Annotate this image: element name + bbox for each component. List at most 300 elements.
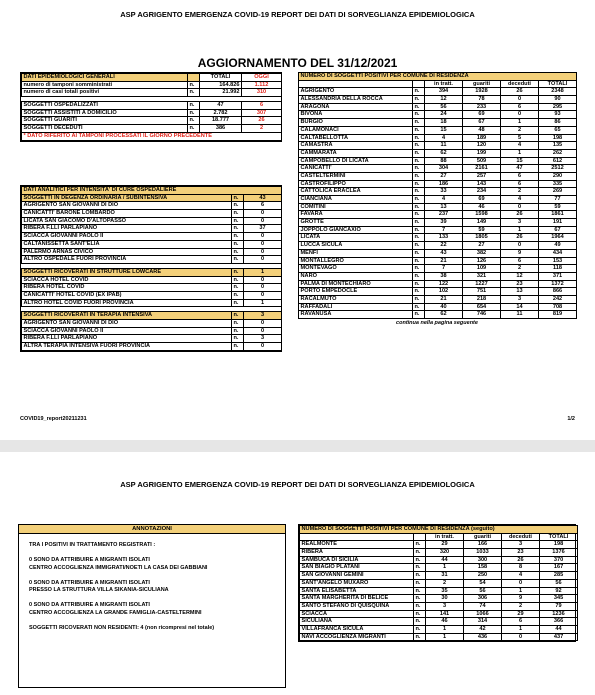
hosp-n: n. [232,343,244,351]
annotation-line: SOGGETTI RICOVERATI NON RESIDENTI: 4 (non ricompresi nel totale) [29,624,215,631]
comune-totali: 612 [539,157,577,165]
comune-deceduti: 4 [501,196,539,204]
comune-name: SANTA MARGHERITA DI BELICE [300,595,414,603]
comune-row [299,149,577,157]
hosp-row [22,284,282,292]
annotations-box [18,524,286,688]
hosp-n: n. [232,320,244,328]
epi-label: SOGGETTI ASSISTITI A DOMICILIO [22,109,188,117]
comuni-title: NUMERO DI SOGGETTI POSITIVI PER COMUNE DI RESIDENZA [299,73,577,81]
hosp-label: CALTANISSETTA SANT'ELIA [22,240,232,248]
comune-deceduti: 1 [501,119,539,127]
comune-guariti: 436 [464,633,502,641]
hosp-row [22,240,282,248]
comune-guariti: 1066 [464,610,502,618]
comune-in-trattamento: 13 [425,203,463,211]
comune-row [299,142,577,150]
continua-note: continua nella pagina seguente [396,320,478,326]
hosp-label: RIBERA F.LLI PARLAPIANO [22,335,232,343]
comune-row [299,157,577,165]
comune-name: MENFI [299,249,413,257]
comune-totali: 819 [539,311,577,319]
comune-guariti: 234 [463,188,501,196]
hosp-value: 0 [244,217,282,225]
hosp-n: n. [232,248,244,256]
comune-n: n. [414,572,426,580]
comune-in-trattamento: 102 [425,288,463,296]
epi-n: n. [188,109,200,117]
hosp-row [22,320,282,328]
hosp-row [22,335,282,343]
comuni-title-row [299,73,577,81]
comune-n: n. [413,111,425,119]
comune-in-trattamento: 186 [425,180,463,188]
comune-row [299,280,577,288]
epi-label: SOGGETTI DECEDUTI [22,125,188,133]
hosp-label: RIBERA HOTEL COVID [22,284,232,292]
comune-deceduti: 0 [501,96,539,104]
comune-guariti: 126 [463,257,501,265]
comune-name: RAVANUSA [299,311,413,319]
epi-today: 1.112 [242,81,282,89]
comune-row [299,242,577,250]
hosp-value: 0 [244,210,282,218]
comune-in-trattamento: 22 [425,242,463,250]
comune-in-trattamento: 62 [425,311,463,319]
hosp-label: ALTRO HOTEL COVID FUORI PROVINCIA [22,299,232,307]
col-header: deceduti [502,533,540,541]
hosp-value: 0 [244,284,282,292]
comune-deceduti: 0 [501,203,539,211]
comune-totali: 59 [539,203,577,211]
comune-name: LICATA [299,234,413,242]
comune-totali: 198 [540,541,578,549]
comune-name: CAMASTRA [299,142,413,150]
hosp-value: 3 [244,312,282,320]
comune-guariti: 149 [463,219,501,227]
hosp-label: SCIACCA GIOVANNI PAOLO II [22,233,232,241]
annotation-line [19,595,285,603]
comune-name: NAVI ACCOGLIENZA MIGRANTI [300,633,414,641]
hosp-label: SOGGETTI RICOVERATI IN STRUTTURE LOWCARE [22,268,232,276]
comune-guariti: 59 [463,226,501,234]
hosp-n: n. [232,194,244,202]
comune-guariti: 746 [463,311,501,319]
comune-in-trattamento: 88 [425,157,463,165]
hosp-value: 0 [244,233,282,241]
comune-name: CASTROFILIPPO [299,180,413,188]
hosp-label: ALTRA TERAPIA INTENSIVA FUORI PROVINCIA [22,343,232,351]
comune-n: n. [413,272,425,280]
comune-row [299,88,577,96]
comune-deceduti: 8 [502,564,540,572]
epi-n: n. [188,125,200,133]
comune-name: LUCCA SICULA [299,242,413,250]
comune-n: n. [413,203,425,211]
epi-header-row [22,74,282,82]
comune-n: n. [413,126,425,134]
comune-totali: 295 [539,103,577,111]
epi-label: SOGGETTI GUARITI [22,117,188,125]
comune-guariti: 250 [464,572,502,580]
comune-in-trattamento: 62 [425,149,463,157]
epi-n: n. [188,117,200,125]
comune-in-trattamento: 11 [425,142,463,150]
col-header-blank [299,80,413,88]
hosp-value: 1 [244,268,282,276]
comune-in-trattamento: 44 [426,556,464,564]
comune-deceduti: 15 [501,157,539,165]
comune-name: ALESSANDRIA DELLA ROCCA [299,96,413,104]
comune-in-trattamento: 35 [426,587,464,595]
report-header-2: ASP AGRIGENTO EMERGENZA COVID-19 REPORT DEI DATI DI SORVEGLIANZA EPIDEMIOLOGICA [120,480,475,489]
comune-n: n. [413,311,425,319]
comune-in-trattamento: 46 [426,618,464,626]
comune-guariti: 46 [463,203,501,211]
report-header: ASP AGRIGENTO EMERGENZA COVID-19 REPORT DEI DATI DI SORVEGLIANZA EPIDEMIOLOGICA [120,10,475,19]
comune-guariti: 74 [464,602,502,610]
hosp-value: 43 [244,194,282,202]
comune-totali: 56 [540,579,578,587]
comune-deceduti: 1 [501,226,539,234]
epi-n: n. [188,102,200,110]
comune-n: n. [413,288,425,296]
comune-in-trattamento: 4 [425,196,463,204]
comune-name: PORTO EMPEDOCLE [299,288,413,296]
comune-row [299,257,577,265]
comune-guariti: 54 [464,579,502,587]
epi-total: 47 [200,102,242,110]
comune-deceduti: 23 [502,549,540,557]
annotation-line: 0 SONO DA ATTRIBUIRE A MIGRANTI ISOLATI [29,557,150,563]
hosp-n: n. [232,240,244,248]
comune-totali: 153 [539,257,577,265]
hosp-row [22,291,282,299]
hosp-label: SCIACCA GIOVANNI PAOLO II [22,327,232,335]
comune-row [299,119,577,127]
epi-row [22,102,282,110]
col-header-blank [413,80,425,88]
epi-today: 6 [242,102,282,110]
epi-total: 164.826 [200,81,242,89]
annotation-line [19,550,285,558]
comune-deceduti: 47 [501,165,539,173]
comuni-table [298,72,576,326]
col-header: TOTALI [539,80,577,88]
comune-n: n. [414,549,426,557]
comune-row [299,196,577,204]
comune-row [299,311,577,319]
comune-totali: 370 [540,556,578,564]
comune-n: n. [413,219,425,227]
comune-deceduti: 5 [501,134,539,142]
hosp-row [22,225,282,233]
col-header: in tratt. [426,533,464,541]
hosp-row [22,256,282,264]
comune-in-trattamento: 1 [426,633,464,641]
comune-deceduti: 6 [502,618,540,626]
comune-in-trattamento: 33 [425,188,463,196]
epi-row [22,89,282,97]
epi-note-row [22,132,282,140]
annotation-line: PRESSO LA STRUTTURA VILLA SIKANIA-SICULIANA [29,587,169,593]
comune-in-trattamento: 304 [425,165,463,173]
hosp-n: n. [232,299,244,307]
hosp-value: 3 [244,335,282,343]
comune-totali: 79 [540,602,578,610]
comune-n: n. [413,242,425,250]
comune-in-trattamento: 29 [426,541,464,549]
comune-deceduti: 6 [501,180,539,188]
comune-n: n. [413,303,425,311]
comune-name: CASTELTERMINI [299,172,413,180]
comune-n: n. [413,295,425,303]
comune-totali: 866 [539,288,577,296]
comune-n: n. [414,579,426,587]
comune-guariti: 306 [464,595,502,603]
comune-deceduti: 26 [501,211,539,219]
comune-row [299,172,577,180]
hosp-value: 6 [244,202,282,210]
comune-name: FAVARA [299,211,413,219]
comune-n: n. [414,556,426,564]
comune-name: CANICATTI' [299,165,413,173]
hosp-n: n. [232,256,244,264]
comune-totali: 191 [539,219,577,227]
comune-in-trattamento: 7 [425,265,463,273]
epi-row [22,81,282,89]
epi-col-totali: TOTALI [200,74,242,82]
comune-row [300,564,578,572]
hosp-row [22,210,282,218]
comune-totali: 1236 [540,610,578,618]
hosp-group-header [22,268,282,276]
comune-guariti: 257 [463,172,501,180]
comune-guariti: 218 [463,295,501,303]
comune-in-trattamento: 30 [426,595,464,603]
comune-row [299,295,577,303]
comuni-table-continued [298,524,576,642]
comune-name: CAMMARATA [299,149,413,157]
comune-n: n. [413,257,425,265]
comune-n: n. [413,172,425,180]
col-header: in tratt. [425,80,463,88]
comune-name: SAMBUCA DI SICILIA [300,556,414,564]
comune-deceduti: 9 [501,249,539,257]
epi-total: 21.992 [200,89,242,97]
comune-n: n. [413,88,425,96]
hosp-row [22,248,282,256]
hosp-n: n. [232,225,244,233]
comune-in-trattamento: 15 [425,126,463,134]
comune-row [299,126,577,134]
comune-n: n. [413,180,425,188]
comune-row [299,134,577,142]
hosp-row [22,299,282,307]
comune-name: CALTABELLOTTA [299,134,413,142]
comune-row [299,303,577,311]
comune-name: BURGIO [299,119,413,127]
comune-guariti: 751 [463,288,501,296]
comune-guariti: 382 [463,249,501,257]
epi-row [22,109,282,117]
comune-row [300,549,578,557]
hosp-value: 0 [244,276,282,284]
comune-n: n. [414,564,426,572]
epi-header-blank [188,74,200,82]
annotation-line: CENTRO ACCOGLIENZA LA GRANDE FAMIGLIA-CASTELTERMINI [29,609,202,616]
comune-guariti: 78 [463,96,501,104]
comune-row [299,234,577,242]
hosp-n: n. [232,291,244,299]
comune-deceduti: 26 [502,556,540,564]
comune-totali: 366 [540,618,578,626]
hosp-row [22,202,282,210]
comune-guariti: 143 [463,180,501,188]
epi-label: SOGGETTI OSPEDALIZZATI [22,102,188,110]
comune-guariti: 199 [463,149,501,157]
comune-deceduti: 2 [501,265,539,273]
comune-deceduti: 4 [501,142,539,150]
comune-n: n. [413,142,425,150]
comune-in-trattamento: 3 [426,602,464,610]
hosp-label: PALERMO ARNAS CIVICO [22,248,232,256]
comune-n: n. [413,234,425,242]
comune-n: n. [414,595,426,603]
comune-deceduti: 2 [501,188,539,196]
comune-n: n. [413,280,425,288]
comune-guariti: 109 [463,265,501,273]
epi-total: 2.782 [200,109,242,117]
comune-in-trattamento: 18 [425,119,463,127]
hosp-group-header [22,194,282,202]
hospital-table [20,185,282,352]
comune-name: ARAGONA [299,103,413,111]
report-page-2 [0,452,595,695]
hosp-label: LICATA SAN GIACOMO D'ALTOPASSO [22,217,232,225]
comune-row [300,541,578,549]
comune-name: AGRIGENTO [299,88,413,96]
hosp-n: n. [232,276,244,284]
comune-name: MONTEVAGO [299,265,413,273]
comune-in-trattamento: 1 [426,625,464,633]
comune-totali: 1964 [539,234,577,242]
hosp-value: 0 [244,248,282,256]
comune-guariti: 1227 [463,280,501,288]
comune-name: PALMA DI MONTECHIARO [299,280,413,288]
hosp-label: SOGGETTI IN DEGENZA ORDINARIA / SUBINTENSIVA [22,194,232,202]
hosp-group-header [22,312,282,320]
annotation-line: 0 SONO DA ATTRIBUIRE A MIGRANTI ISOLATI [29,602,150,608]
hosp-header-row [22,187,282,195]
comune-guariti: 42 [464,625,502,633]
hosp-label: ALTRO OSPEDALE FUORI PROVINCIA [22,256,232,264]
comune-name: CALAMONACI [299,126,413,134]
hosp-row [22,276,282,284]
comune-totali: 92 [540,587,578,595]
comune-row [300,556,578,564]
comune-deceduti: 6 [501,172,539,180]
hosp-value: 0 [244,240,282,248]
hosp-n: n. [232,335,244,343]
comune-in-trattamento: 24 [425,111,463,119]
comune-in-trattamento: 2 [426,579,464,587]
comune-name: NARO [299,272,413,280]
hosp-row [22,343,282,351]
hosp-n: n. [232,210,244,218]
comune-name: REALMONTE [300,541,414,549]
comune-in-trattamento: 237 [425,211,463,219]
comune-deceduti: 12 [501,272,539,280]
hosp-row [22,217,282,225]
comune-row [300,633,578,641]
comune-row [299,265,577,273]
comune-row [299,180,577,188]
comune-totali: 262 [539,149,577,157]
comune-n: n. [413,157,425,165]
comune-deceduti: 0 [501,111,539,119]
col-header-blank [300,533,414,541]
comune-in-trattamento: 39 [425,219,463,227]
comune-deceduti: 14 [501,303,539,311]
comune-name: MONTALLEGRO [299,257,413,265]
comune-deceduti: 13 [501,288,539,296]
col-header-blank [414,533,426,541]
epi-table [20,72,282,142]
comune-totali: 2348 [539,88,577,96]
comune-totali: 2512 [539,165,577,173]
hosp-value: 1 [244,299,282,307]
hosp-n: n. [232,202,244,210]
comune-totali: 345 [540,595,578,603]
hosp-n: n. [232,233,244,241]
comune-name: RAFFADALI [299,303,413,311]
comune-totali: 67 [539,226,577,234]
comune-totali: 118 [539,265,577,273]
hosp-label: SOGGETTI RICOVERATI IN TERAPIA INTENSIVA [22,312,232,320]
comune-deceduti: 2 [501,126,539,134]
comune-deceduti: 0 [502,579,540,587]
epi-row [22,117,282,125]
comune-in-trattamento: 7 [425,226,463,234]
comune-totali: 86 [539,119,577,127]
comune-deceduti: 3 [501,295,539,303]
comune-totali: 335 [539,180,577,188]
comune-guariti: 233 [463,103,501,111]
comune-guariti: 300 [464,556,502,564]
hosp-row [22,233,282,241]
comune-n: n. [413,119,425,127]
comune-row [300,595,578,603]
comune-deceduti: 1 [502,587,540,595]
epi-note: * DATO RIFERITO AI TAMPONI PROCESSATI IL GIORNO PRECEDENTE [22,132,282,140]
comune-totali: 437 [540,633,578,641]
comuni-title-row [300,526,578,534]
comune-n: n. [413,165,425,173]
hosp-n: n. [232,268,244,276]
comune-deceduti: 3 [502,541,540,549]
comuni-col-header-row [300,533,578,541]
comune-guariti: 509 [463,157,501,165]
comune-row [299,111,577,119]
comune-name: SICULIANA [300,618,414,626]
comune-in-trattamento: 12 [425,96,463,104]
comune-in-trattamento: 56 [425,103,463,111]
comune-row [300,618,578,626]
comune-row [300,610,578,618]
hosp-n: n. [232,217,244,225]
comune-n: n. [414,625,426,633]
